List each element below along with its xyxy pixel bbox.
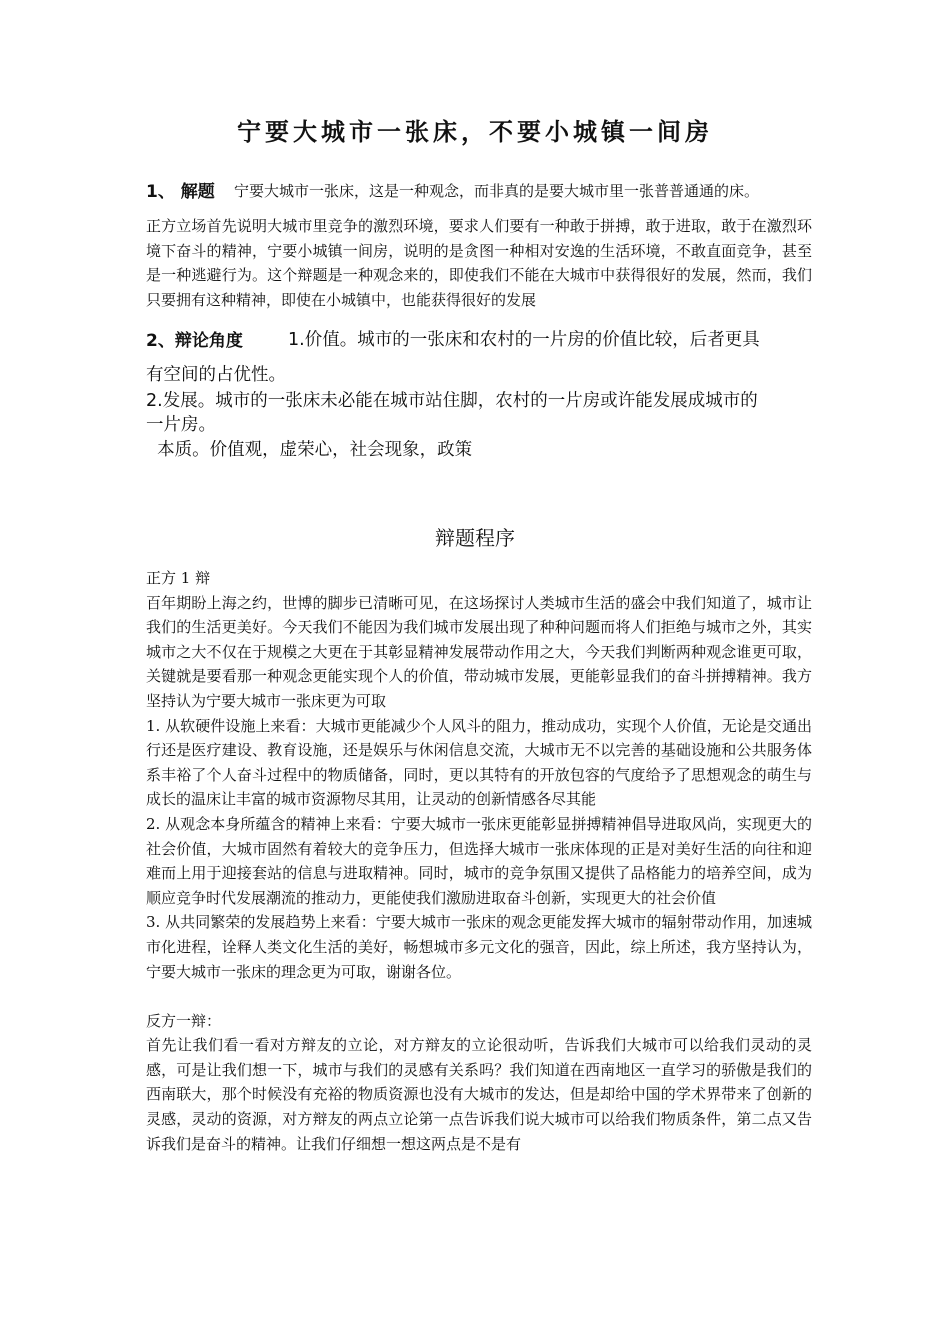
con-first-speaker-label: 反方一辩： xyxy=(146,1011,222,1030)
pro-point-3: 3. 从共同繁荣的发展趋势上来看：宁要大城市一张床的观念更能发挥大城市的辐射带动作用，加速城市化进程，诠释人类文化生活的美好，畅想城市多元文化的强音，因此，综上所述，我方坚持认为，宁要大城市一张床的理念更为可取，谢谢各位。 xyxy=(146,913,812,981)
pro-point-1: 1. 从软硬件设施上来看：大城市更能减少个人风斗的阻力，推动成功，实现个人价值，无论是交通出行还是医疗建设、教育设施，还是娱乐与休闲信息交流，大城市无不以完善的基础设施和公共服务体系丰裕了个人奋斗过程中的物质储备，同时，更以其特有的开放包容的气度给予了思想观念的萌生与成长的温床让丰富的城市资源物尽其用，让灵动的创新情感各尽其能 xyxy=(146,716,812,809)
section2-line4: 一片房。 xyxy=(146,415,216,435)
section1-intro: 宁要大城市一张床，这是一种观念，而非真的是要大城市里一张普普通通的床。 xyxy=(234,182,760,200)
pro-point-2: 2. 从观念本身所蕴含的精神上来看：宁要大城市一张床更能彰显拼搏精神倡导进取风尚，实现更大的社会价值，大城市固然有着较大的竞争压力，但选择大城市一张床体现的正是对美好生活的向往和迎难而上用于迎接套站的信息与进取精神。同时，城市的竞争氛围又提供了品格能力的培养空间，成为顺应竞争时代发展潮流的推动力，更能使我们激励进取奋斗创新，实现更大的社会价值 xyxy=(146,814,812,907)
section2-line1: 1.价值。城市的一张床和农村的一片房的价值比较，后者更具 xyxy=(288,330,760,350)
con-intro-paragraph: 首先让我们看一看对方辩友的立论，对方辩友的立论很动听，告诉我们大城市可以给我们灵动的灵感，可是让我们想一下，城市与我们的灵感有关系吗？我们知道在西南地区一直学习的骄傲是我们的西南联大，那个时候没有充裕的物质资源也没有大城市的发达，但是却给中国的学术界带来了创新的灵感，灵动的资源，对方辩友的两点立论第一点告诉我们说大城市可以给我们物质条件，第二点又告诉我们是奋斗的精神。让我们仔细想一想这两点是不是有 xyxy=(146,1036,812,1153)
section1-paragraph: 正方立场首先说明大城市里竞争的激烈环境，要求人们要有一种敢于拼搏，敢于进取，敢于在激烈环境下奋斗的精神，宁要小城镇一间房，说明的是贪图一种相对安逸的生活环境，不敢直面竞争，甚至是一种逃避行为。这个辩题是一种观念来的，即使我们不能在大城市中获得很好的发展，然而，我们只要拥有这种精神，即使在小城镇中，也能获得很好的发展 xyxy=(146,217,812,309)
pro-first-speaker-label: 正方 1 辩 xyxy=(146,569,211,587)
program-title: 辩题程序 xyxy=(435,526,515,550)
section2-label: 2、辩论角度 xyxy=(146,331,243,351)
blank-line xyxy=(146,984,812,1009)
pro-intro-paragraph: 百年期盼上海之约，世博的脚步已清晰可见，在这场探讨人类城市生活的盛会中我们知道了，城市让我们的生活更美好。今天我们不能因为我们城市发展出现了种种问题而将人们拒绝与城市之外，其实城市之大不仅在于规模之大更在于其彰显精神发展带动作用之大，今天我们判断两种观念谁更可取，关键就是要看那一种观念更能实现个人的价值，带动城市发展，更能彰显我们的奋斗拼搏精神。我方坚持认为宁要大城市一张床更为可取 xyxy=(146,593,812,710)
section2-line5: 本质。价值观，虚荣心，社会现象，政策 xyxy=(146,440,473,460)
section2-line3: 2.发展。城市的一张床未必能在城市站住脚，农村的一片房或许能发展成城市的 xyxy=(146,391,758,411)
section1-label: 1、 解题 xyxy=(146,182,215,202)
program-body xyxy=(146,566,812,1156)
document-title: 宁要大城市一张床，不要小城镇一间房 xyxy=(237,117,713,146)
section2-line2: 有空间的占优性。 xyxy=(146,365,286,385)
